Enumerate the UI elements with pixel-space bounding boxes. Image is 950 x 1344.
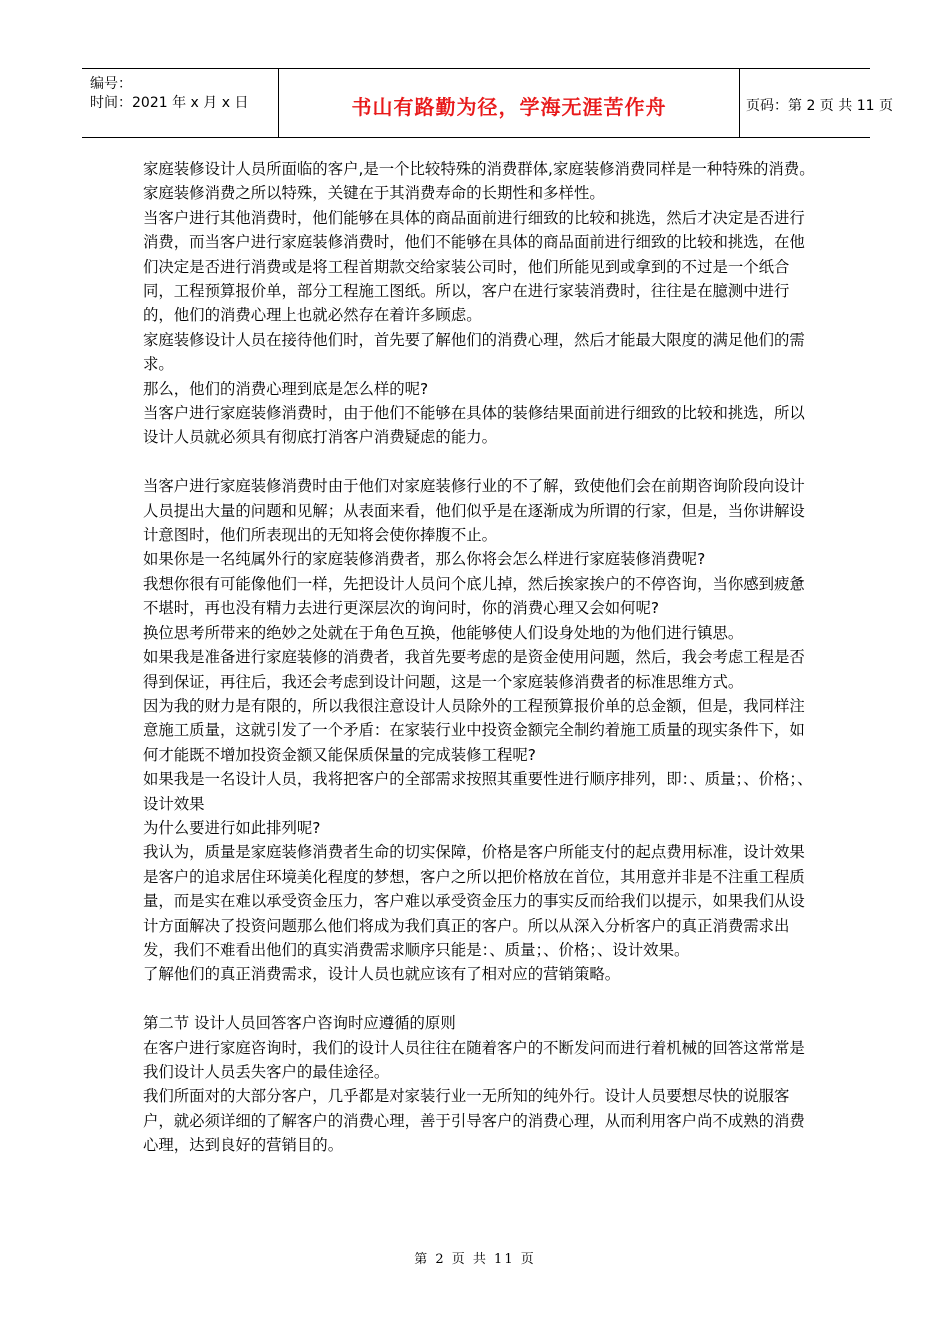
body-paragraph: 家庭装修设计人员在接待他们时，首先要了解他们的消费心理，然后才能最大限度的满足他们的需求。 [143, 330, 805, 374]
header-meta-cell [82, 69, 279, 137]
document-body [143, 157, 815, 1158]
section-heading: 第二节 设计人员回答客户咨询时应遵循的原则 [143, 1014, 456, 1033]
body-paragraph: 如果我是准备进行家庭装修的消费者，我首先要考虑的是资金使用问题，然后，我会考虑工程是否得到保证，再往后，我还会考虑到设计问题，这是一个家庭装修消费者的标准思维方式。 [143, 648, 805, 691]
body-paragraph: 当客户进行家庭装修消费时由于他们对家庭装修行业的不了解，致使他们会在前期咨询阶段向设计人员提出大量的问题和见解；从表面来看，他们似乎是在逐渐成为所谓的行家，但是，当你讲解设计意图时，他们所表现出的无知将会使你捧腹不止。 [143, 477, 805, 545]
body-paragraph: 换位思考所带来的绝妙之处就在于角色互换，他能够使人们设身处地的为他们进行镇思。 [143, 623, 744, 642]
body-paragraph: 当客户进行其他消费时，他们能够在具体的商品面前进行细致的比较和挑选，然后才决定是否进行消费，而当客户进行家庭装修消费时，他们不能够在具体的商品面前进行细致的比较和挑选，在他们决定是否进行消费或是将工程首期款交给家装公司时，他们所能见到或拿到的不过是一个纸合同，工程预算报价单，部分工程施工图纸。所以，客户在进行家装消费时，往往是在臆测中进行的，他们的消费心理上也就必然存在着许多顾虑。 [143, 208, 805, 325]
body-paragraph: 家庭装修设计人员所面临的客户,是一个比较特殊的消费群体,家庭装修消费同样是一种特殊的消费。家庭装修消费之所以特殊，关键在于其消费寿命的长期性和多样性。 [143, 160, 815, 203]
body-paragraph: 当客户进行家庭装修消费时，由于他们不能够在具体的装修结果面前进行细致的比较和挑选，所以设计人员就必须具有彻底打消客户消费疑虑的能力。 [143, 404, 805, 447]
body-paragraph: 在客户进行家庭咨询时，我们的设计人员往往在随着客户的不断发问而进行着机械的回答这常常是我们设计人员丢失客户的最佳途径。 [143, 1038, 805, 1081]
page-header [82, 68, 893, 138]
body-paragraph: 那么，他们的消费心理到底是怎么样的呢? [143, 379, 429, 398]
body-paragraph: 了解他们的真正消费需求，设计人员也就应该有了相对应的营销策略。 [143, 965, 621, 984]
body-paragraph: 如果你是一名纯属外行的家庭装修消费者，那么你将会怎么样进行家庭装修消费呢? [143, 550, 706, 569]
body-paragraph: 我们所面对的大部分客户，几乎都是对家装行业一无所知的纯外行。设计人员要想尽快的说服客户，就必须详细的了解客户的消费心理，善于引导客户的消费心理，从而利用客户尚不成熟的消费心理，达到良好的营销目的。 [143, 1087, 805, 1155]
header-page-cell [740, 69, 893, 137]
document-number-label: 编号： [90, 76, 132, 92]
body-paragraph: 我认为，质量是家庭装修消费者生命的切实保障，价格是客户所能支付的起点费用标准，设计效果是客户的追求居住环境美化程度的梦想，客户之所以把价格放在首位，其用意并非是不注重工程质量，而是实在难以承受资金压力，客户难以承受资金压力的事实反而给我们以提示，如果我们从设计方面解决了投资问题那么他们将成为我们真正的客户。所以从深入分析客户的真正消费需求出发，我们不难看出他们的真实消费需求顺序只能是：、质量；、价格；、设计效果。 [143, 843, 805, 959]
motto-text: 书山有路勤为径，学海无涯苦作舟 [351, 95, 667, 119]
document-date-label: 时间：2021 年 x 月 x 日 [90, 95, 249, 111]
body-paragraph: 如果我是一名设计人员，我将把客户的全部需求按照其重要性进行顺序排列，即：、质量；、价格；、设计效果 [143, 770, 813, 813]
body-paragraph: 因为我的财力是有限的，所以我很注意设计人员除外的工程预算报价单的总金额，但是，我同样注意施工质量，这就引发了一个矛盾：在家装行业中投资金额完全制约着施工质量的现实条件下，如何才能既不增加投资金额又能保质保量的完成装修工程呢? [143, 696, 805, 764]
page-footer: 第 2 页 共 11 页 [414, 1252, 536, 1267]
header-motto-cell [279, 69, 740, 137]
paragraph-spacer [143, 450, 815, 474]
body-paragraph: 我想你很有可能像他们一样，先把设计人员问个底儿掉，然后挨家挨户的不停咨询，当你感到疲惫不堪时，再也没有精力去进行更深层次的询问时，你的消费心理又会如何呢? [143, 574, 805, 618]
page-number-label: 页码：第 2 页 共 11 页 [746, 98, 893, 114]
paragraph-spacer [143, 987, 815, 1011]
body-paragraph: 为什么要进行如此排列呢? [143, 818, 321, 837]
